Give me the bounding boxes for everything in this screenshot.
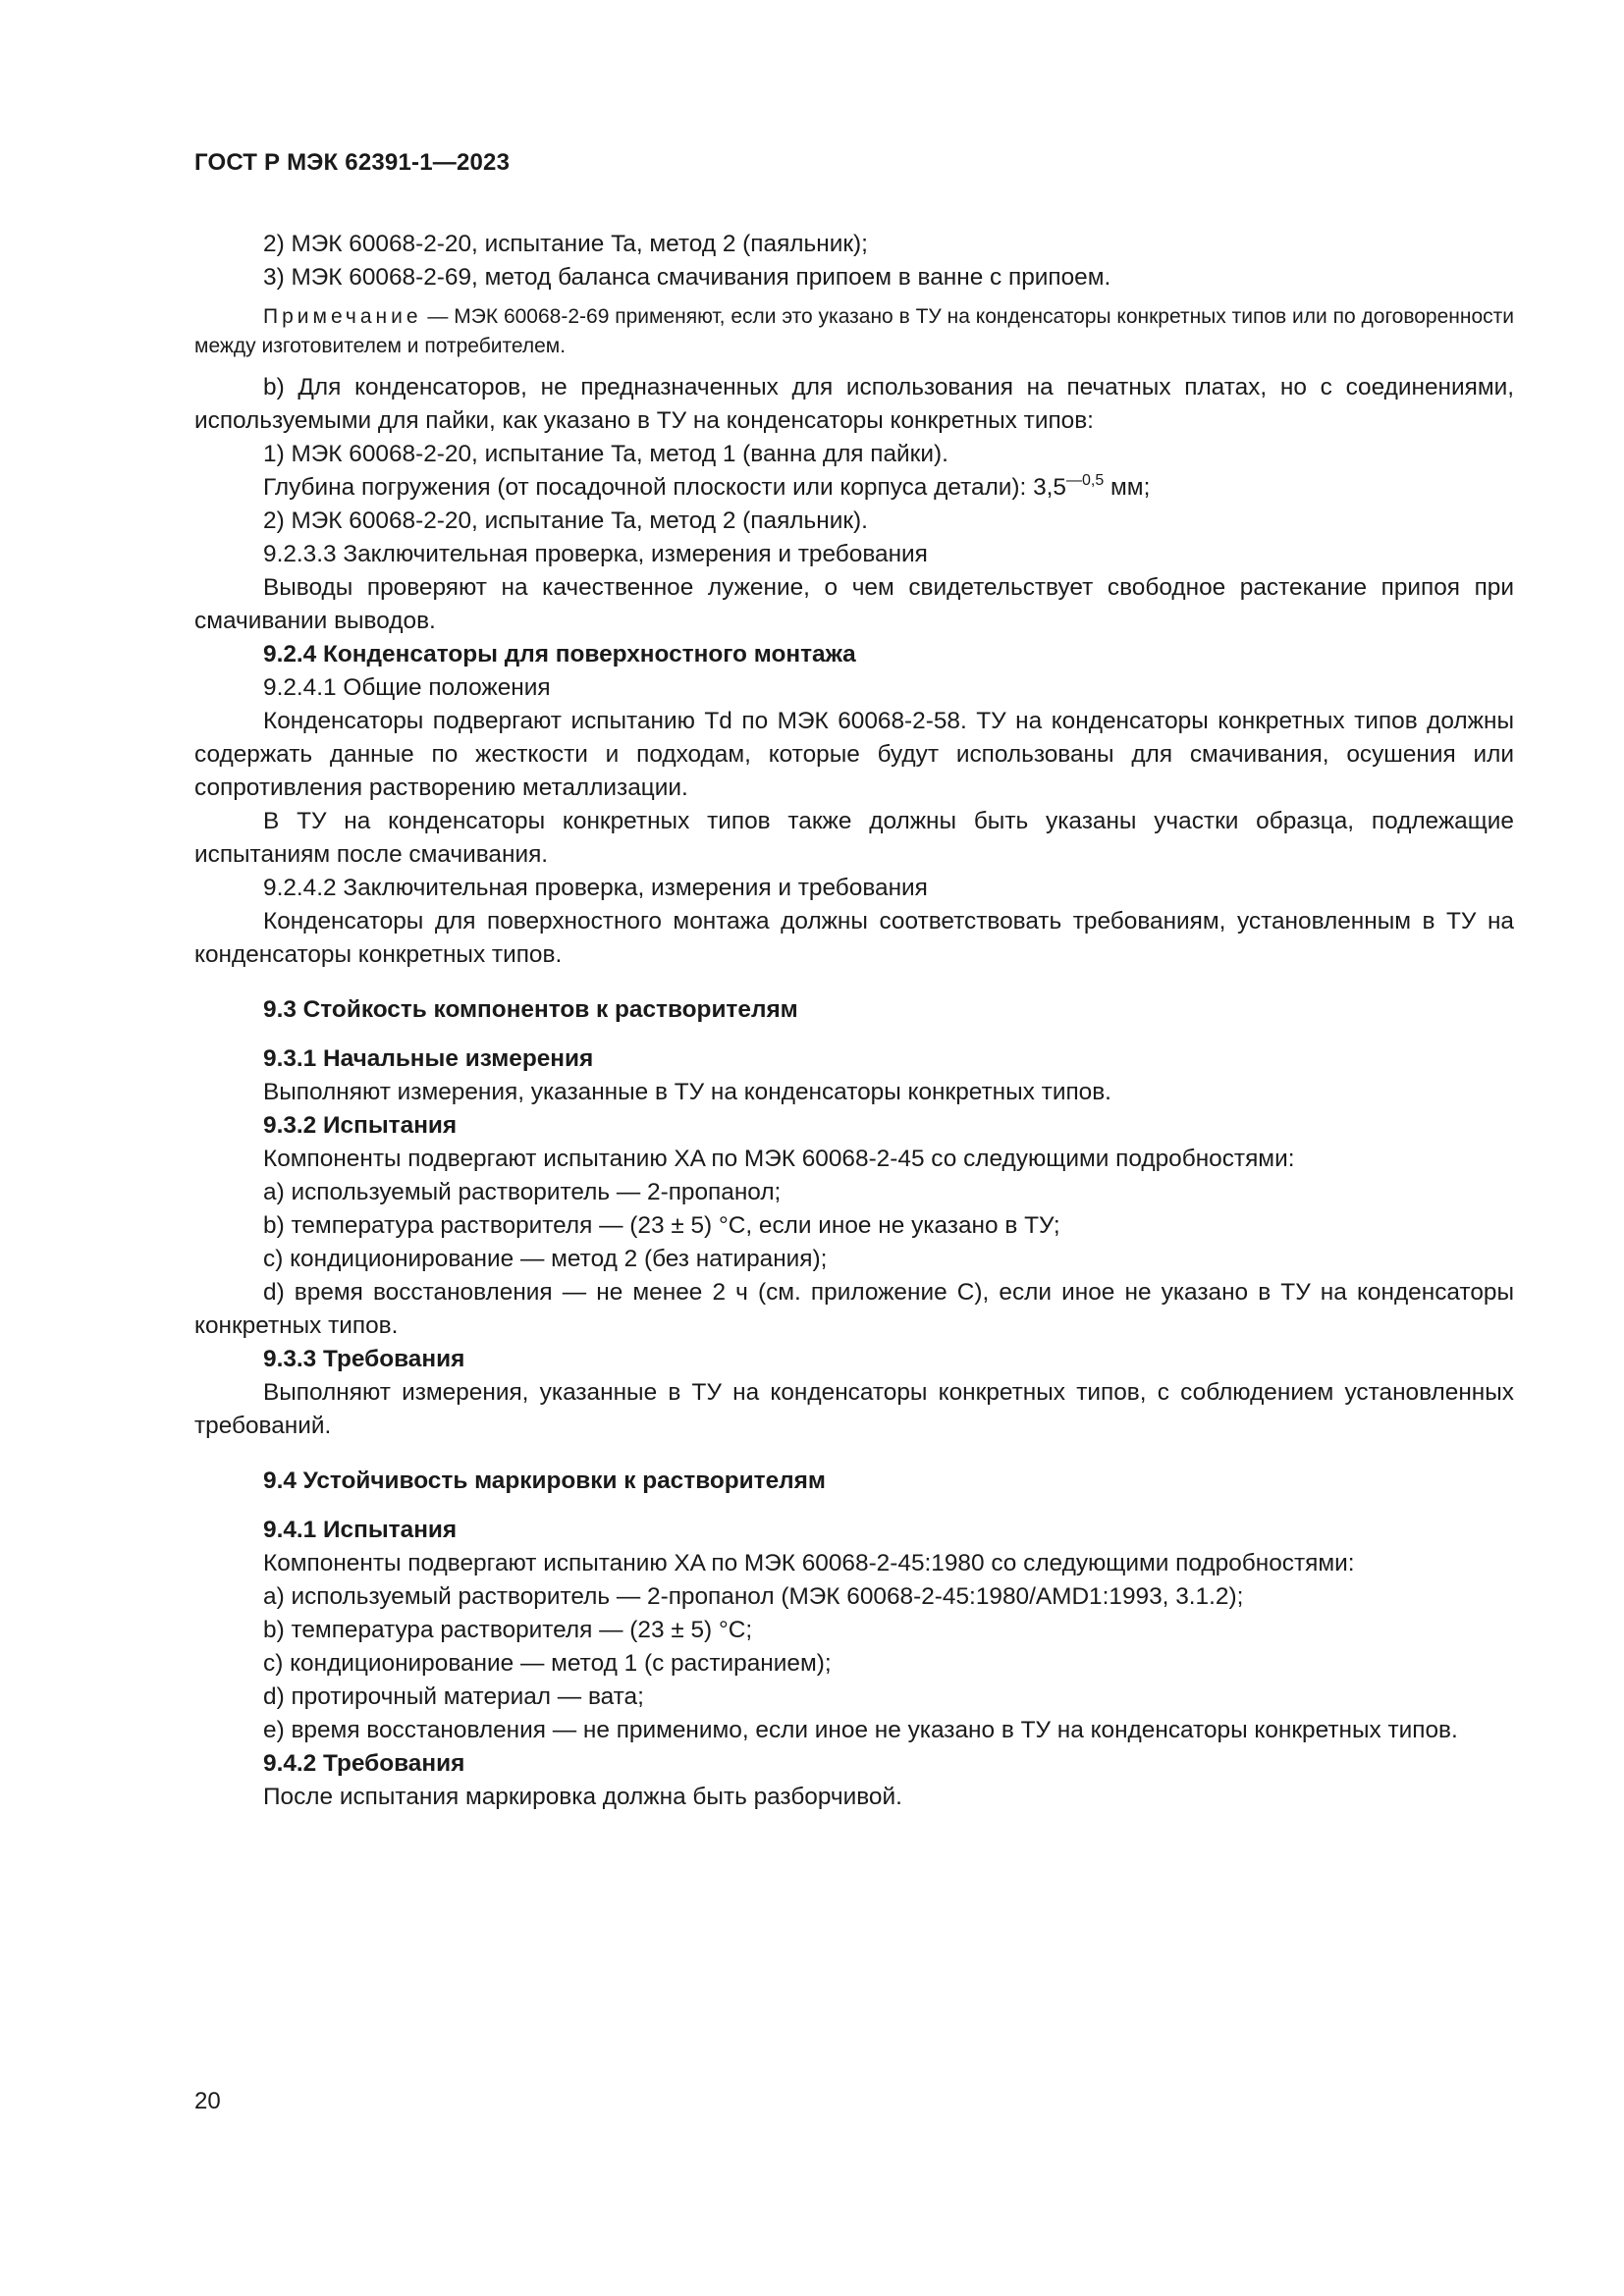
note-paragraph xyxy=(194,302,1514,361)
paragraph: b) Для конденсаторов, не предназначенных для использования на печатных платах, но с соединениями, используемыми для пайки, как указано в ТУ на конденсаторы конкретных типов: xyxy=(194,374,1514,434)
paragraph: Выполняют измерения, указанные в ТУ на конденсаторы конкретных типов, с соблюдением установленных требований. xyxy=(194,1379,1514,1439)
list-item: 3) МЭК 60068-2-69, метод баланса смачивания припоем в ванне с припоем. xyxy=(263,264,1111,291)
depth-unit: мм; xyxy=(1104,474,1151,501)
list-item: b) температура растворителя — (23 ± 5) °С; xyxy=(263,1617,753,1643)
section-heading: 9.3.2 Испытания xyxy=(263,1112,458,1139)
section-heading: 9.4 Устойчивость маркировки к растворителям xyxy=(263,1468,826,1494)
page-number: 20 xyxy=(194,2088,221,2114)
document-header: ГОСТ Р МЭК 62391-1—2023 xyxy=(194,149,511,176)
paragraph: Выполняют измерения, указанные в ТУ на конденсаторы конкретных типов. xyxy=(263,1079,1111,1105)
paragraph: В ТУ на конденсаторы конкретных типов также должны быть указаны участки образца, подлежащие испытаниям после смачивания. xyxy=(194,808,1514,868)
section-heading: 9.3.3 Требования xyxy=(263,1346,465,1372)
list-item: c) кондиционирование — метод 2 (без натирания); xyxy=(263,1246,828,1272)
document-body xyxy=(194,228,1514,1814)
section-heading: 9.3 Стойкость компонентов к растворителям xyxy=(263,996,798,1023)
list-item: b) температура растворителя — (23 ± 5) °С, если иное не указано в ТУ; xyxy=(263,1212,1060,1239)
subsection-title: 9.2.3.3 Заключительная проверка, измерения и требования xyxy=(263,541,928,567)
paragraph: Компоненты подвергают испытанию XA по МЭК 60068-2-45 со следующими подробностями: xyxy=(263,1146,1295,1172)
paragraph: Выводы проверяют на качественное лужение, о чем свидетельствует свободное растекание припоя при смачивании выводов. xyxy=(194,574,1514,634)
list-item: a) используемый растворитель — 2-пропанол; xyxy=(263,1179,782,1205)
section-heading: 9.4.2 Требования xyxy=(263,1750,465,1777)
section-heading: 9.4.1 Испытания xyxy=(263,1517,458,1543)
paragraph: Конденсаторы подвергают испытанию Td по МЭК 60068-2-58. ТУ на конденсаторы конкретных типов должны содержать данные по жесткости и подходам, которые будут использованы для смачивания, осушения или сопротивления растворению металлизации. xyxy=(194,708,1514,801)
paragraph: Конденсаторы для поверхностного монтажа должны соответствовать требованиям, установленным в ТУ на конденсаторы конкретных типов. xyxy=(194,908,1514,968)
list-item: 2) МЭК 60068-2-20, испытание Ta, метод 2 (паяльник); xyxy=(263,231,868,257)
list-item: d) время восстановления — не менее 2 ч (см. приложение С), если иное не указано в ТУ на конденсаторы конкретных типов. xyxy=(194,1279,1514,1339)
list-item: a) используемый растворитель — 2-пропанол (МЭК 60068-2-45:1980/AMD1:1993, 3.1.2); xyxy=(263,1583,1244,1610)
subsection-title: 9.2.4.1 Общие положения xyxy=(263,674,551,701)
list-item: 1) МЭК 60068-2-20, испытание Ta, метод 1 (ванна для пайки). xyxy=(263,441,948,467)
depth-tolerance: —0,5 xyxy=(1066,472,1105,489)
list-item: c) кондиционирование — метод 1 (с растиранием); xyxy=(263,1650,832,1677)
list-item: 2) МЭК 60068-2-20, испытание Ta, метод 2 (паяльник). xyxy=(263,507,868,534)
paragraph: После испытания маркировка должна быть разборчивой. xyxy=(263,1784,902,1810)
section-heading: 9.2.4 Конденсаторы для поверхностного монтажа xyxy=(263,641,856,667)
list-item: d) протирочный материал — вата; xyxy=(263,1683,644,1710)
depth-line xyxy=(194,471,1514,505)
section-heading: 9.3.1 Начальные измерения xyxy=(263,1045,594,1072)
depth-text: Глубина погружения (от посадочной плоскости или корпуса детали): 3,5 xyxy=(263,474,1067,501)
subsection-title: 9.2.4.2 Заключительная проверка, измерения и требования xyxy=(263,875,928,901)
note-text: — МЭК 60068-2-69 применяют, если это указано в ТУ на конденсаторы конкретных типов или по договоренности между изготовителем и потребителем. xyxy=(194,305,1514,357)
paragraph: Компоненты подвергают испытанию XA по МЭК 60068-2-45:1980 со следующими подробностями: xyxy=(263,1550,1355,1576)
note-label: Примечание xyxy=(263,305,422,328)
list-item: e) время восстановления — не применимо, если иное не указано в ТУ на конденсаторы конкретных типов. xyxy=(263,1717,1458,1743)
